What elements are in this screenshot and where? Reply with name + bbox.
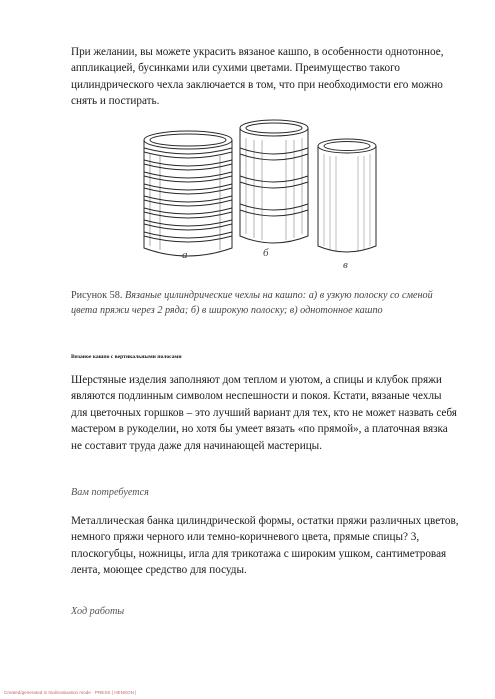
cover-b-drawing — [240, 120, 308, 243]
knitted-covers-illustration — [140, 118, 390, 278]
materials-heading: Вам потребуется — [71, 487, 149, 498]
figure-caption-number: Рисунок 58. — [71, 290, 123, 301]
progress-heading: Ход работы — [71, 606, 125, 617]
materials-paragraph: Металлическая банка цилиндрической формы, остатки пряжи различных цветов, немного пряжи черного или темно-коричневого цвета, прямые спицы? 3, плоскогубцы, ножницы, игла для трикотажа с широким ушком, сантиметровая лента, моющее средство для посуды. — [71, 515, 459, 577]
figure-caption — [71, 288, 461, 318]
figure-label-b: б — [263, 247, 269, 259]
figure-label-a: а — [182, 249, 188, 261]
cover-c-drawing — [318, 139, 376, 252]
figure-caption-text: Вязаные цилиндрические чехлы на кашпо: а) в узкую полоску со сменой цвета пряжи через 2 ряда; б) в широкую полоску; в) однотонное кашпо — [71, 290, 433, 316]
cover-a-drawing — [144, 131, 232, 256]
intro-paragraph: При желании, вы можете украсить вязаное кашпо, в особенности однотонное, аппликацией, бусинками или сухими цветами. Преимущество такого цилиндрического чехла заключается в том, что при необходимости его можно снять и постирать. — [71, 46, 444, 108]
figure-label-c: в — [343, 259, 348, 271]
wool-paragraph: Шерстяные изделия заполняют дом теплом и уютом, а спицы и клубок пряжи являются подлинным символом неспешности и покоя. Кстати, вязаные чехлы для цветочных горшков – это лучший вариант для тех, кто не может назвать себя мастером в рукоделии, но хотя бы умеет вязать «по прямой», а платочная вязка не составит труда даже для начинающей мастерицы. — [71, 374, 457, 452]
section-heading: Вязаное кашпо с вертикальными полосами — [71, 354, 182, 360]
trial-watermark-footer: Created/generated in trial/evaluation mode · PRESS | HENSON | — [4, 690, 137, 695]
